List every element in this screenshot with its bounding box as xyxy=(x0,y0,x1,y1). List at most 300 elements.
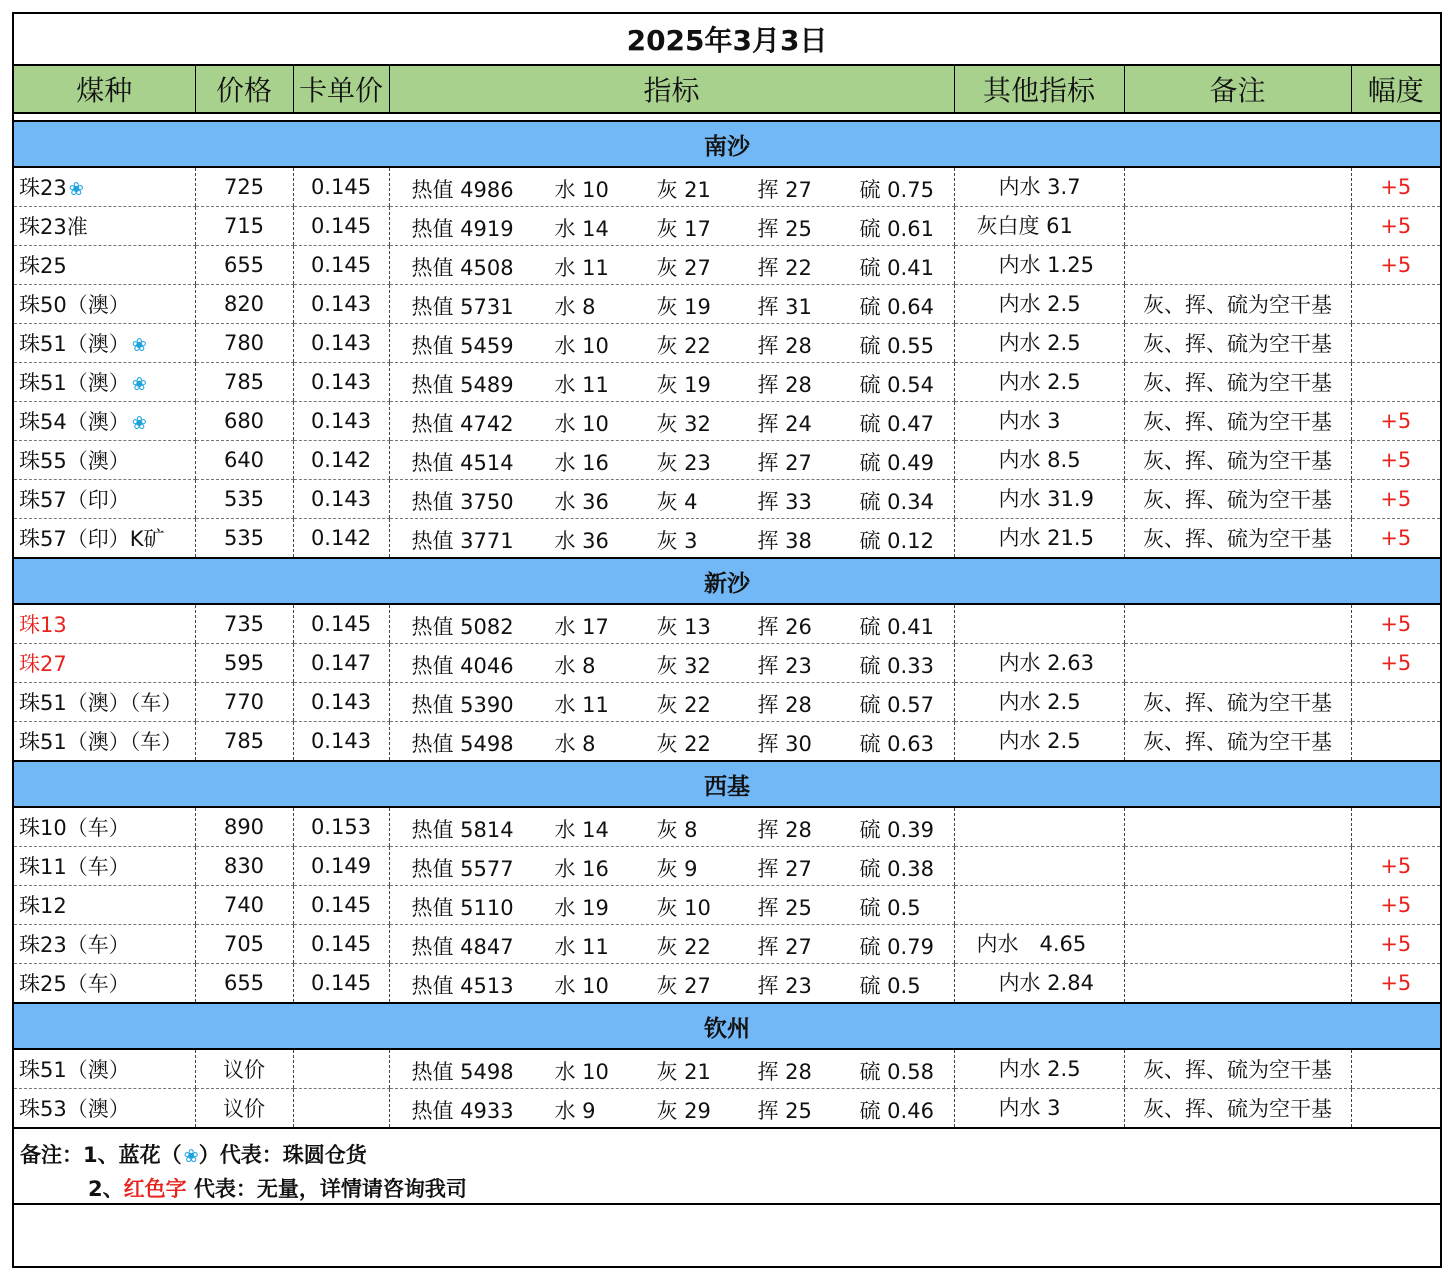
coal-name-cell xyxy=(14,964,195,1004)
indicators-cell xyxy=(389,644,954,683)
indicator-sulfur: 硫 0.34 xyxy=(859,490,934,514)
price-cell: 890 xyxy=(195,807,293,847)
other-indicator-value: 内水 2.5 xyxy=(998,370,1081,394)
other-indicators-cell xyxy=(954,1049,1124,1089)
change-cell: +5 xyxy=(1351,886,1440,925)
table-row xyxy=(14,1089,1440,1128)
change-cell: +5 xyxy=(1351,480,1440,519)
indicators-cell xyxy=(389,807,954,847)
coal-name: 珠23准 xyxy=(19,215,88,239)
table-row xyxy=(14,683,1440,722)
indicator-heat: 热值 4742 xyxy=(411,412,514,436)
other-indicators-cell xyxy=(954,167,1124,207)
change-cell: +5 xyxy=(1351,402,1440,441)
indicator-water: 水 11 xyxy=(554,935,609,959)
footnote-1: 备注：1、蓝花（ ❀）代表：珠圆仓货 xyxy=(20,1143,367,1167)
table-row xyxy=(14,722,1440,762)
remark-cell xyxy=(1124,604,1351,644)
indicator-heat: 热值 5498 xyxy=(411,732,514,756)
table-row xyxy=(14,519,1440,559)
indicator-water: 水 8 xyxy=(554,295,596,319)
table-row xyxy=(14,847,1440,886)
indicator-sulfur: 硫 0.39 xyxy=(859,818,934,842)
coal-name-cell xyxy=(14,246,195,285)
remark-cell xyxy=(1124,644,1351,683)
blue-flower-icon: ❀ xyxy=(131,413,147,434)
price-sheet xyxy=(12,12,1442,1268)
blue-flower-icon: ❀ xyxy=(131,374,147,395)
indicator-vol: 挥 31 xyxy=(757,295,812,319)
indicator-heat: 热值 4513 xyxy=(411,974,514,998)
other-indicator-value: 内水 8.5 xyxy=(998,448,1081,472)
indicator-vol: 挥 27 xyxy=(757,451,812,475)
indicator-ash: 灰 32 xyxy=(656,654,711,678)
other-indicators-cell xyxy=(954,480,1124,519)
change-cell: +5 xyxy=(1351,964,1440,1004)
indicator-heat: 热值 4514 xyxy=(411,451,514,475)
other-indicators-cell xyxy=(954,363,1124,402)
change-cell: +5 xyxy=(1351,644,1440,683)
unit-price-cell: 0.142 xyxy=(293,441,389,480)
indicator-water: 水 10 xyxy=(554,1060,609,1084)
unit-price-cell: 0.145 xyxy=(293,925,389,964)
price-cell: 议价 xyxy=(195,1089,293,1128)
footnote-2: 2、红色字 代表：无量，详情请咨询我司 xyxy=(88,1177,467,1201)
indicator-vol: 挥 27 xyxy=(757,857,812,881)
other-indicators-cell xyxy=(954,886,1124,925)
other-indicators-cell xyxy=(954,604,1124,644)
change-cell: +5 xyxy=(1351,519,1440,559)
coal-name-cell xyxy=(14,847,195,886)
coal-name: 珠53（澳） xyxy=(19,1097,130,1121)
other-indicator-value: 内水 2.5 xyxy=(998,292,1081,316)
indicator-heat: 热值 3771 xyxy=(411,529,514,553)
other-indicator-value: 内水 2.5 xyxy=(998,729,1081,753)
header-change: 幅度 xyxy=(1351,65,1440,113)
coal-name: 珠51（澳） xyxy=(19,332,130,356)
indicator-water: 水 11 xyxy=(554,256,609,280)
price-cell: 785 xyxy=(195,363,293,402)
table-row xyxy=(14,644,1440,683)
indicator-vol: 挥 28 xyxy=(757,334,812,358)
coal-name-cell xyxy=(14,402,195,441)
indicator-water: 水 11 xyxy=(554,693,609,717)
unit-price-cell: 0.153 xyxy=(293,807,389,847)
indicator-water: 水 16 xyxy=(554,451,609,475)
indicators-cell xyxy=(389,167,954,207)
other-indicator-value: 内水 21.5 xyxy=(998,526,1094,550)
indicator-vol: 挥 27 xyxy=(757,178,812,202)
other-indicator-value: 内水 4.65 xyxy=(976,932,1087,956)
indicators-cell xyxy=(389,402,954,441)
indicator-heat: 热值 3750 xyxy=(411,490,514,514)
price-cell: 740 xyxy=(195,886,293,925)
indicator-heat: 热值 4847 xyxy=(411,935,514,959)
unit-price-cell: 0.143 xyxy=(293,324,389,363)
indicator-vol: 挥 28 xyxy=(757,1060,812,1084)
indicator-ash: 灰 22 xyxy=(656,693,711,717)
indicators-cell xyxy=(389,285,954,324)
remark-cell: 灰、挥、硫为空干基 xyxy=(1124,441,1351,480)
coal-name: 珠51（澳）（车） xyxy=(19,730,183,754)
other-indicator-value: 内水 2.5 xyxy=(998,690,1081,714)
header-unit-price: 卡单价 xyxy=(293,65,389,113)
change-cell: +5 xyxy=(1351,925,1440,964)
indicator-vol: 挥 38 xyxy=(757,529,812,553)
table-row xyxy=(14,363,1440,402)
indicators-cell xyxy=(389,847,954,886)
remark-cell: 灰、挥、硫为空干基 xyxy=(1124,324,1351,363)
remark-cell: 灰、挥、硫为空干基 xyxy=(1124,285,1351,324)
indicator-vol: 挥 25 xyxy=(757,1099,812,1123)
indicator-ash: 灰 22 xyxy=(656,334,711,358)
other-indicators-cell xyxy=(954,1089,1124,1128)
coal-name-cell xyxy=(14,207,195,246)
coal-name: 珠57（印）K矿 xyxy=(19,527,165,551)
price-cell: 715 xyxy=(195,207,293,246)
other-indicators-cell xyxy=(954,441,1124,480)
other-indicators-cell xyxy=(954,207,1124,246)
unit-price-cell: 0.145 xyxy=(293,207,389,246)
indicator-sulfur: 硫 0.64 xyxy=(859,295,934,319)
indicator-vol: 挥 28 xyxy=(757,818,812,842)
table-row xyxy=(14,604,1440,644)
indicator-ash: 灰 23 xyxy=(656,451,711,475)
indicator-sulfur: 硫 0.61 xyxy=(859,217,934,241)
price-cell: 820 xyxy=(195,285,293,324)
coal-name: 珠51（澳） xyxy=(19,1058,130,1082)
coal-name-cell xyxy=(14,886,195,925)
indicator-heat: 热值 5814 xyxy=(411,818,514,842)
unit-price-cell: 0.143 xyxy=(293,402,389,441)
indicators-cell xyxy=(389,925,954,964)
unit-price-cell xyxy=(293,1089,389,1128)
change-cell: +5 xyxy=(1351,207,1440,246)
table-row xyxy=(14,1049,1440,1089)
section-header xyxy=(14,558,1440,604)
table-row xyxy=(14,246,1440,285)
coal-name-cell xyxy=(14,925,195,964)
remark-cell: 灰、挥、硫为空干基 xyxy=(1124,722,1351,762)
change-cell: +5 xyxy=(1351,167,1440,207)
indicator-water: 水 10 xyxy=(554,334,609,358)
section-title: 西基 xyxy=(14,761,1440,807)
remark-cell: 灰、挥、硫为空干基 xyxy=(1124,402,1351,441)
unit-price-cell: 0.143 xyxy=(293,285,389,324)
indicator-sulfur: 硫 0.38 xyxy=(859,857,934,881)
other-indicator-value: 灰白度 61 xyxy=(976,214,1073,238)
remark-cell: 灰、挥、硫为空干基 xyxy=(1124,683,1351,722)
indicator-sulfur: 硫 0.63 xyxy=(859,732,934,756)
indicator-ash: 灰 4 xyxy=(656,490,698,514)
header-indicators: 指标 xyxy=(389,65,954,113)
indicators-cell xyxy=(389,480,954,519)
indicator-heat: 热值 4046 xyxy=(411,654,514,678)
indicator-ash: 灰 3 xyxy=(656,529,698,553)
remark-cell xyxy=(1124,886,1351,925)
indicator-heat: 热值 5489 xyxy=(411,373,514,397)
other-indicator-value: 内水 3 xyxy=(998,1096,1061,1120)
indicators-cell xyxy=(389,246,954,285)
footnotes xyxy=(14,1127,1440,1205)
indicator-heat: 热值 5082 xyxy=(411,615,514,639)
unit-price-cell: 0.145 xyxy=(293,964,389,1004)
price-cell: 780 xyxy=(195,324,293,363)
indicator-ash: 灰 10 xyxy=(656,896,711,920)
coal-name: 珠50（澳） xyxy=(19,293,130,317)
bottom-blank-row xyxy=(14,1203,1440,1205)
coal-name-cell xyxy=(14,683,195,722)
indicator-ash: 灰 29 xyxy=(656,1099,711,1123)
indicator-ash: 灰 27 xyxy=(656,974,711,998)
indicator-heat: 热值 5731 xyxy=(411,295,514,319)
indicator-sulfur: 硫 0.79 xyxy=(859,935,934,959)
remark-cell: 灰、挥、硫为空干基 xyxy=(1124,480,1351,519)
indicator-water: 水 9 xyxy=(554,1099,596,1123)
table-row xyxy=(14,480,1440,519)
other-indicators-cell xyxy=(954,925,1124,964)
price-cell: 595 xyxy=(195,644,293,683)
indicator-sulfur: 硫 0.46 xyxy=(859,1099,934,1123)
indicator-water: 水 10 xyxy=(554,178,609,202)
remark-cell: 灰、挥、硫为空干基 xyxy=(1124,1089,1351,1128)
section-title: 新沙 xyxy=(14,558,1440,604)
indicator-water: 水 14 xyxy=(554,818,609,842)
change-cell xyxy=(1351,324,1440,363)
other-indicators-cell xyxy=(954,964,1124,1004)
indicator-heat: 热值 5459 xyxy=(411,334,514,358)
indicator-sulfur: 硫 0.58 xyxy=(859,1060,934,1084)
indicator-vol: 挥 25 xyxy=(757,217,812,241)
indicator-sulfur: 硫 0.49 xyxy=(859,451,934,475)
indicators-cell xyxy=(389,964,954,1004)
indicator-heat: 热值 4986 xyxy=(411,178,514,202)
indicator-ash: 灰 22 xyxy=(656,732,711,756)
other-indicator-value: 内水 2.84 xyxy=(998,971,1094,995)
indicator-sulfur: 硫 0.33 xyxy=(859,654,934,678)
indicator-water: 水 8 xyxy=(554,732,596,756)
other-indicators-cell xyxy=(954,683,1124,722)
indicators-cell xyxy=(389,683,954,722)
table-row xyxy=(14,167,1440,207)
indicator-sulfur: 硫 0.5 xyxy=(859,974,921,998)
indicator-sulfur: 硫 0.57 xyxy=(859,693,934,717)
section-header xyxy=(14,121,1440,167)
indicator-sulfur: 硫 0.12 xyxy=(859,529,934,553)
change-cell: +5 xyxy=(1351,441,1440,480)
indicator-heat: 热值 5390 xyxy=(411,693,514,717)
section-header xyxy=(14,761,1440,807)
change-cell xyxy=(1351,807,1440,847)
blue-flower-icon: ❀ xyxy=(131,335,147,356)
indicator-heat: 热值 5110 xyxy=(411,896,514,920)
price-cell: 785 xyxy=(195,722,293,762)
table-row xyxy=(14,807,1440,847)
indicators-cell xyxy=(389,324,954,363)
section-header xyxy=(14,1003,1440,1049)
indicator-water: 水 17 xyxy=(554,615,609,639)
blue-flower-icon: ❀ xyxy=(183,1146,199,1167)
table-row xyxy=(14,964,1440,1004)
indicator-ash: 灰 9 xyxy=(656,857,698,881)
indicators-cell xyxy=(389,519,954,559)
other-indicators-cell xyxy=(954,402,1124,441)
table-row xyxy=(14,207,1440,246)
price-cell: 655 xyxy=(195,964,293,1004)
coal-name: 珠27 xyxy=(19,652,67,676)
indicator-ash: 灰 13 xyxy=(656,615,711,639)
coal-name-cell xyxy=(14,167,195,207)
indicator-water: 水 19 xyxy=(554,896,609,920)
indicator-sulfur: 硫 0.55 xyxy=(859,334,934,358)
other-indicator-value: 内水 1.25 xyxy=(998,253,1094,277)
section-title: 钦州 xyxy=(14,1003,1440,1049)
other-indicator-value: 内水 2.63 xyxy=(998,651,1094,675)
price-cell: 655 xyxy=(195,246,293,285)
indicator-sulfur: 硫 0.47 xyxy=(859,412,934,436)
coal-name: 珠57（印） xyxy=(19,488,130,512)
indicator-vol: 挥 25 xyxy=(757,896,812,920)
header-price: 价格 xyxy=(195,65,293,113)
indicator-vol: 挥 33 xyxy=(757,490,812,514)
unit-price-cell: 0.145 xyxy=(293,246,389,285)
indicator-water: 水 36 xyxy=(554,529,609,553)
header-coal-type: 煤种 xyxy=(14,65,195,113)
indicator-water: 水 14 xyxy=(554,217,609,241)
price-cell: 725 xyxy=(195,167,293,207)
change-cell xyxy=(1351,683,1440,722)
indicator-sulfur: 硫 0.75 xyxy=(859,178,934,202)
indicator-ash: 灰 21 xyxy=(656,178,711,202)
change-cell xyxy=(1351,1089,1440,1128)
coal-name: 珠25 xyxy=(19,254,67,278)
remark-cell: 灰、挥、硫为空干基 xyxy=(1124,363,1351,402)
indicator-sulfur: 硫 0.5 xyxy=(859,896,921,920)
indicator-ash: 灰 21 xyxy=(656,1060,711,1084)
other-indicators-cell xyxy=(954,644,1124,683)
coal-name-cell xyxy=(14,722,195,762)
coal-name: 珠12 xyxy=(19,894,67,918)
change-cell: +5 xyxy=(1351,847,1440,886)
indicator-ash: 灰 17 xyxy=(656,217,711,241)
coal-name-cell xyxy=(14,644,195,683)
coal-name: 珠23 xyxy=(19,176,67,200)
indicator-water: 水 36 xyxy=(554,490,609,514)
unit-price-cell: 0.145 xyxy=(293,604,389,644)
table-row xyxy=(14,925,1440,964)
indicators-cell xyxy=(389,363,954,402)
indicator-vol: 挥 28 xyxy=(757,693,812,717)
indicator-vol: 挥 26 xyxy=(757,615,812,639)
price-cell: 535 xyxy=(195,519,293,559)
coal-name-cell xyxy=(14,1089,195,1128)
indicator-heat: 热值 4508 xyxy=(411,256,514,280)
coal-name: 珠13 xyxy=(19,613,67,637)
change-cell: +5 xyxy=(1351,246,1440,285)
price-cell: 735 xyxy=(195,604,293,644)
table-row xyxy=(14,441,1440,480)
coal-name-cell xyxy=(14,285,195,324)
other-indicator-value: 内水 2.5 xyxy=(998,1057,1081,1081)
indicator-sulfur: 硫 0.41 xyxy=(859,256,934,280)
other-indicators-cell xyxy=(954,847,1124,886)
remark-cell xyxy=(1124,925,1351,964)
indicator-vol: 挥 22 xyxy=(757,256,812,280)
indicator-ash: 灰 8 xyxy=(656,818,698,842)
change-cell xyxy=(1351,1049,1440,1089)
unit-price-cell: 0.143 xyxy=(293,480,389,519)
table-row xyxy=(14,324,1440,363)
coal-name-cell xyxy=(14,519,195,559)
remark-cell: 灰、挥、硫为空干基 xyxy=(1124,519,1351,559)
indicators-cell xyxy=(389,1049,954,1089)
change-cell xyxy=(1351,285,1440,324)
coal-name-cell xyxy=(14,480,195,519)
other-indicators-cell xyxy=(954,246,1124,285)
price-cell: 议价 xyxy=(195,1049,293,1089)
remark-cell xyxy=(1124,207,1351,246)
unit-price-cell: 0.145 xyxy=(293,167,389,207)
other-indicator-value: 内水 2.5 xyxy=(998,331,1081,355)
other-indicator-value: 内水 3 xyxy=(998,409,1061,433)
indicators-cell xyxy=(389,441,954,480)
table-row xyxy=(14,886,1440,925)
indicators-cell xyxy=(389,604,954,644)
indicator-ash: 灰 22 xyxy=(656,935,711,959)
other-indicator-value: 内水 3.7 xyxy=(998,175,1081,199)
blue-flower-icon: ❀ xyxy=(68,179,84,200)
unit-price-cell: 0.143 xyxy=(293,683,389,722)
other-indicators-cell xyxy=(954,807,1124,847)
coal-name: 珠55（澳） xyxy=(19,449,130,473)
table-row xyxy=(14,285,1440,324)
price-cell: 705 xyxy=(195,925,293,964)
indicators-cell xyxy=(389,886,954,925)
unit-price-cell: 0.143 xyxy=(293,363,389,402)
unit-price-cell: 0.142 xyxy=(293,519,389,559)
coal-name: 珠23（车） xyxy=(19,933,130,957)
header-remarks: 备注 xyxy=(1124,65,1351,113)
indicator-vol: 挥 28 xyxy=(757,373,812,397)
coal-price-table xyxy=(14,14,1440,1127)
coal-name: 珠51（澳） xyxy=(19,371,130,395)
indicator-vol: 挥 30 xyxy=(757,732,812,756)
indicator-sulfur: 硫 0.54 xyxy=(859,373,934,397)
remark-cell xyxy=(1124,847,1351,886)
section-title: 南沙 xyxy=(14,121,1440,167)
indicators-cell xyxy=(389,722,954,762)
other-indicators-cell xyxy=(954,722,1124,762)
indicator-heat: 热值 4919 xyxy=(411,217,514,241)
other-indicators-cell xyxy=(954,519,1124,559)
price-cell: 535 xyxy=(195,480,293,519)
coal-name-cell xyxy=(14,807,195,847)
other-indicators-cell xyxy=(954,324,1124,363)
indicator-water: 水 10 xyxy=(554,412,609,436)
header-other-indicators: 其他指标 xyxy=(954,65,1124,113)
indicator-water: 水 8 xyxy=(554,654,596,678)
indicator-ash: 灰 19 xyxy=(656,295,711,319)
unit-price-cell xyxy=(293,1049,389,1089)
remark-cell xyxy=(1124,964,1351,1004)
indicator-vol: 挥 24 xyxy=(757,412,812,436)
unit-price-cell: 0.143 xyxy=(293,722,389,762)
coal-name-cell xyxy=(14,324,195,363)
indicators-cell xyxy=(389,207,954,246)
unit-price-cell: 0.147 xyxy=(293,644,389,683)
coal-name-cell xyxy=(14,604,195,644)
indicators-cell xyxy=(389,1089,954,1128)
